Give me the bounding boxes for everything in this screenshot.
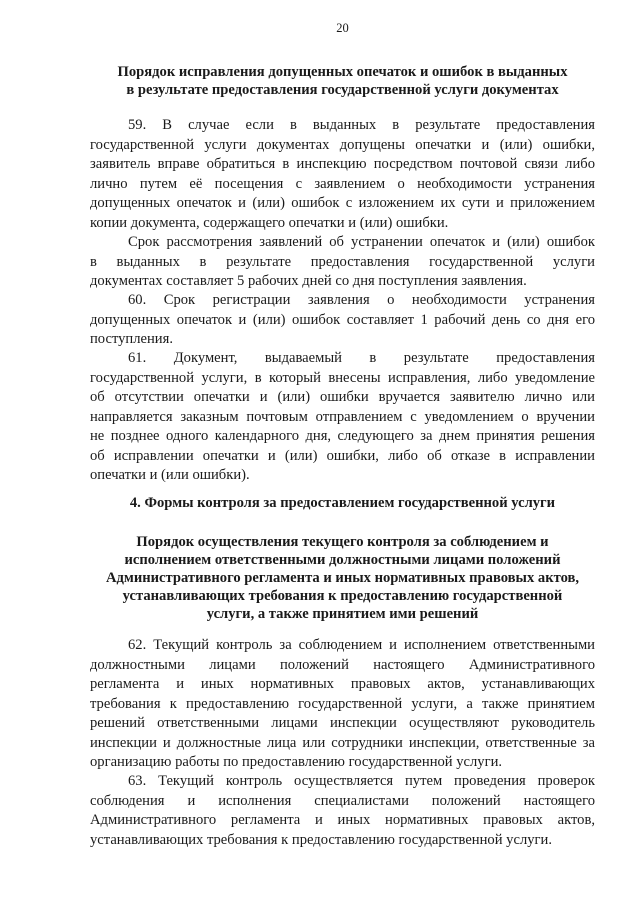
section-heading-control-forms xyxy=(90,494,595,512)
text-line: опечатки и (или ошибки). xyxy=(90,467,250,483)
section-heading-current-control xyxy=(90,533,595,623)
text-line: устанавливающих требования к предоставлению государственной услуги. xyxy=(90,831,552,848)
heading-line: Порядок исправления допущенных опечаток и ошибок в выданных xyxy=(117,64,568,80)
text-line: организацию работы по предоставлению государственной услуги. xyxy=(90,754,503,770)
paragraph-59-term xyxy=(90,233,595,292)
text-line: в выданных в результате предоставления государственной услуги xyxy=(90,253,595,270)
text-line: не позднее одного календарного дня, следующего за днем принятия решения xyxy=(90,428,595,444)
text-line: Административного регламента и иных нормативных правовых актов, xyxy=(90,812,595,828)
text-line: лично путем её посещения с заявлением о необходимости устранения xyxy=(90,175,595,192)
text-line: поступления. xyxy=(90,331,173,347)
page-number: 20 xyxy=(336,21,349,35)
paragraph-60 xyxy=(90,291,595,350)
heading-line: услуги, а также принятием ими решений xyxy=(206,606,479,622)
text-line: соблюдения и исполнения специалистами положений настоящего xyxy=(90,792,595,809)
text-line: допущенных опечаток и (или) ошибок составляет 1 рабочий день со дня его xyxy=(90,311,595,328)
text-line: заявитель вправе обратиться в инспекцию посредством почтовой связи либо xyxy=(90,156,595,172)
text-line: 59. В случае если в выданных в результате предоставления xyxy=(128,117,595,133)
heading-line: исполнением ответственными должностными лицами положений xyxy=(124,552,561,568)
heading-line: устанавливающих требования к предоставлению государственной xyxy=(122,588,563,604)
text-line: регламента и иных нормативных правовых актов, устанавливающих xyxy=(90,676,595,692)
text-line: об отсутствии опечатки и (или) ошибки вручается заявителю лично или xyxy=(90,389,595,405)
paragraph-61 xyxy=(90,349,595,486)
text-line: 62. Текущий контроль за соблюдением и исполнением ответственными xyxy=(128,637,595,653)
text-line: требования к предоставлению государственной услуги, а также принятием xyxy=(90,695,595,712)
text-line: направляется заказным почтовым отправлением с уведомлением о вручении xyxy=(90,408,595,425)
paragraph-63 xyxy=(90,772,595,850)
paragraph-62 xyxy=(90,636,595,773)
text-line: документах составляет 5 рабочих дней со дня поступления заявления. xyxy=(90,273,527,289)
heading-line: Порядок осуществления текущего контроля за соблюдением и xyxy=(136,534,549,550)
heading-line: в результате предоставления государственной услуги документах xyxy=(126,82,559,98)
heading-line: 4. Формы контроля за предоставлением государственной услуги xyxy=(129,495,556,511)
text-line: государственной услуги документах допущены опечатки и (или) ошибки, xyxy=(90,136,595,153)
text-line: допущенных опечаток и (или) ошибок с изложением их сути и приложением xyxy=(90,195,595,211)
text-line: Срок рассмотрения заявлений об устранении опечаток и (или) ошибок xyxy=(128,234,595,250)
text-line: копии документа, содержащего опечатки и (или) ошибки. xyxy=(90,214,449,231)
text-line: 61. Документ, выдаваемый в результате предоставления xyxy=(128,350,595,366)
text-line: 63. Текущий контроль осуществляется путем проведения проверок xyxy=(128,773,595,789)
text-line: об исправлении опечатки и (или) ошибки, либо об отказе в исправлении xyxy=(90,447,595,464)
section-heading-typo-correction xyxy=(90,63,595,99)
text-line: государственной услуги, в который внесены исправления, либо уведомление xyxy=(90,369,595,386)
heading-line: Административного регламента и иных нормативных правовых актов, xyxy=(105,570,580,586)
text-line: инспекции и должностные лица или сотрудники инспекции, ответственные за xyxy=(90,734,595,751)
paragraph-59 xyxy=(90,116,595,233)
text-line: 60. Срок регистрации заявления о необходимости устранения xyxy=(128,292,595,308)
text-line: решений ответственными лицами инспекции осуществляют руководитель xyxy=(90,715,595,731)
text-line: должностными лицами положений настоящего Административного xyxy=(90,656,595,673)
